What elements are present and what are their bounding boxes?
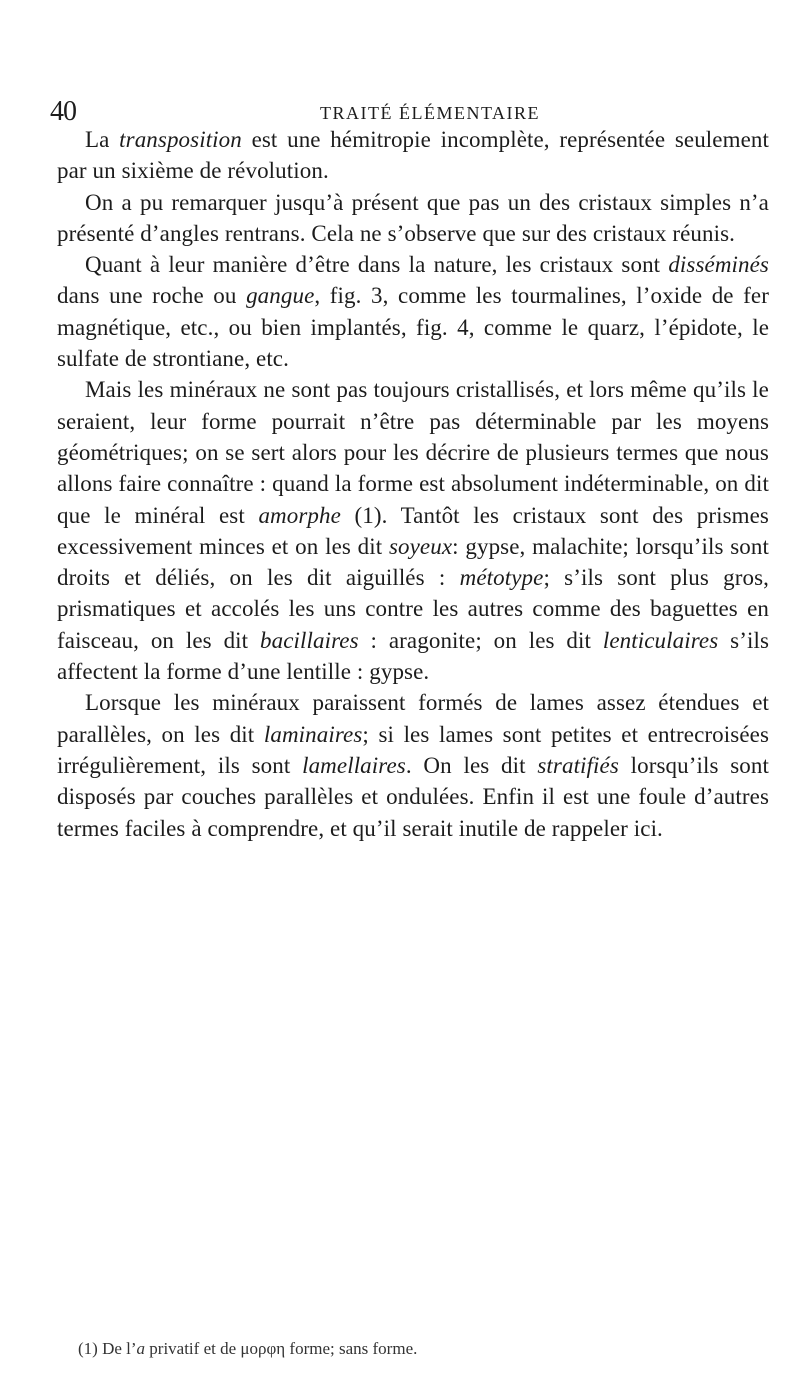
text-run: ; si les lames sont petites et entrecroisées irrégulièrement, ils sont (57, 721, 769, 778)
italic-term: bacillaires (260, 627, 359, 653)
footnote (78, 1339, 778, 1359)
text-run: ; s’ils sont plus gros, prismatiques et accolés les uns contre les autres comme des baguettes en faisceau, on les dit (57, 565, 769, 653)
text-run: est une hémitropie incomplète, représentée seulement par un sixième de révolution. (57, 127, 769, 184)
running-title: TRAITÉ ÉLÉMENTAIRE (319, 103, 541, 123)
paragraph (57, 687, 769, 843)
text-run: dans une roche ou (57, 283, 247, 309)
text-run: lorsqu’ils sont disposés par couches parallèles et ondulées. Enfin il est une foule d’autres termes faciles à comprendre, et qu’il serait inutile de rappeler ici. (57, 752, 769, 841)
paragraph (57, 374, 769, 687)
text-run: La (85, 127, 120, 152)
italic-term: disséminés (668, 252, 769, 278)
text-run: Mais les minéraux ne sont pas toujours cristallisés, et lors même qu’ils le seraient, leur forme pourrait n’être pas déterminable par les moyens géométriques; on se sert alors pour les décrire de plusieurs termes que nous allons faire connaître : quand la forme est absolument indéterminable, on dit que le minéral est (57, 377, 769, 528)
italic-term: laminaires (263, 721, 363, 747)
italic-term: stratifiés (537, 752, 619, 778)
text-run: . On les dit (405, 752, 538, 778)
italic-term: a (136, 1339, 146, 1358)
body-text (57, 124, 769, 844)
paragraph (57, 124, 769, 187)
page-number: 40 (50, 96, 76, 127)
text-run: privatif et de μορφη forme; sans forme. (145, 1339, 418, 1358)
text-run: s’ils affectent la forme d’une lentille : gypse. (57, 627, 769, 685)
text-run: : gypse, malachite; lorsqu’ils sont droits et déliés, on les dit aiguillés : (57, 533, 769, 591)
text-run: On a pu remarquer jusqu’à présent que pas un des cristaux simples n’a présenté d’angles rentrans. Cela ne s’observe que sur des cristaux réunis. (57, 189, 769, 246)
paragraph (57, 249, 769, 374)
text-run: : aragonite; on les dit (358, 627, 603, 653)
text-run: (1). Tantôt les cristaux sont des prismes excessivement minces et on les dit (57, 502, 769, 559)
text-run: Lorsque les minéraux paraissent formés de lames assez étendues et parallèles, on les dit (57, 690, 769, 747)
italic-term: transposition (119, 127, 242, 152)
italic-term: amorphe (258, 502, 341, 528)
italic-term: gangue (246, 283, 315, 309)
italic-term: lenticulaires (602, 627, 719, 653)
text-run: (1) De l’ (78, 1339, 137, 1358)
paragraph (57, 187, 769, 250)
italic-term: soyeux (388, 533, 453, 559)
italic-term: métotype (459, 565, 544, 591)
italic-term: lamellaires (302, 752, 406, 778)
text-run: , fig. 3, comme les tourmalines, l’oxide de fer magnétique, etc., ou bien implantés, fig. 4, comme le quarz, l’épidote, le sulfate de strontiane, etc. (57, 283, 770, 372)
text-run: Quant à leur manière d’être dans la nature, les cristaux sont (85, 252, 669, 278)
